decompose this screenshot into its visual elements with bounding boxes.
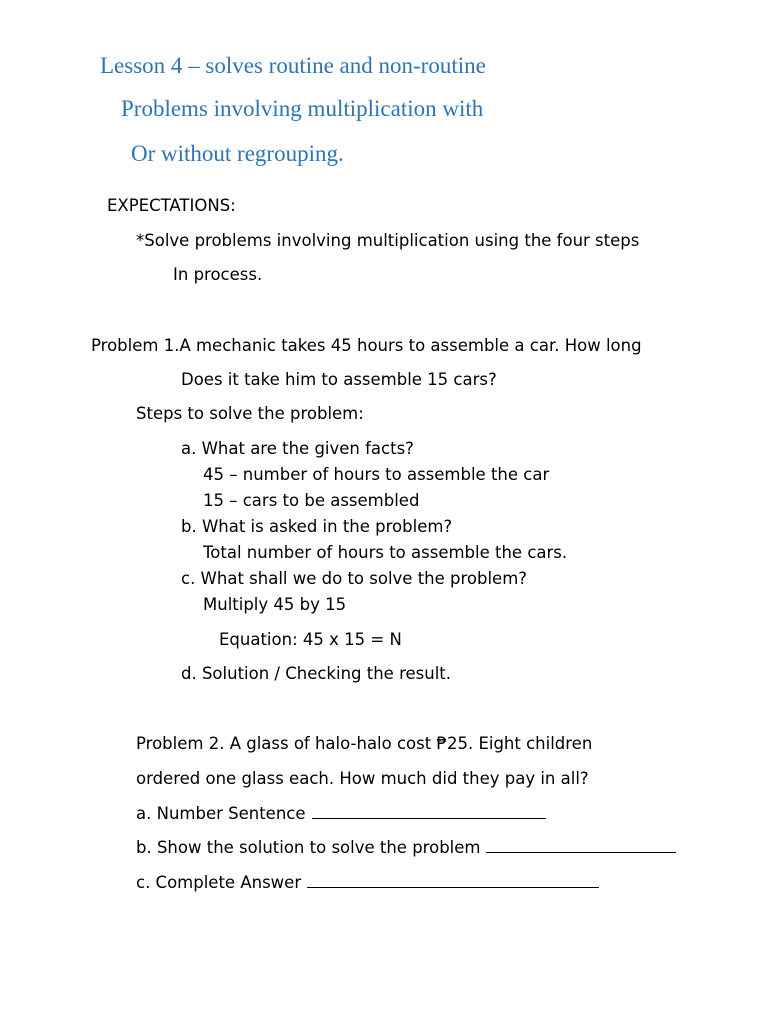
step-d-question: d. Solution / Checking the result. xyxy=(181,664,451,683)
number-sentence-label: a. Number Sentence xyxy=(136,804,306,823)
solution-item xyxy=(136,838,676,857)
problem-1-statement-line-2: Does it take him to assemble 15 cars? xyxy=(181,370,497,389)
steps-heading: Steps to solve the problem: xyxy=(136,404,364,423)
lesson-title-line-2: Problems involving multiplication with xyxy=(121,96,484,121)
step-a-question: a. What are the given facts? xyxy=(181,439,414,458)
step-b-question: b. What is asked in the problem? xyxy=(181,517,453,536)
expectation-item-line-1: *Solve problems involving multiplication using the four steps xyxy=(136,231,640,250)
solution-label: b. Show the solution to solve the problem xyxy=(136,838,481,857)
operation-answer: Multiply 45 by 15 xyxy=(203,595,347,614)
number-sentence-blank xyxy=(312,804,546,819)
number-sentence-item xyxy=(136,804,546,823)
lesson-title-line-3: Or without regrouping. xyxy=(131,141,344,166)
asked-answer: Total number of hours to assemble the cars. xyxy=(203,543,568,562)
problem-2-statement-line-1: Problem 2. A glass of halo-halo cost ₱25. Eight children xyxy=(136,734,593,753)
step-c-question: c. What shall we do to solve the problem? xyxy=(181,569,528,588)
lesson-title-line-1: Lesson 4 – solves routine and non-routine xyxy=(100,53,486,78)
complete-answer-blank xyxy=(307,873,599,888)
given-fact-2: 15 – cars to be assembled xyxy=(203,491,420,510)
solution-blank xyxy=(486,838,676,853)
problem-1-statement-line-1: Problem 1.A mechanic takes 45 hours to assemble a car. How long xyxy=(91,336,642,355)
complete-answer-label: c. Complete Answer xyxy=(136,873,302,892)
given-fact-1: 45 – number of hours to assemble the car xyxy=(203,465,550,484)
complete-answer-item xyxy=(136,873,599,892)
problem-2-statement-line-2: ordered one glass each. How much did they pay in all? xyxy=(136,769,589,788)
expectation-item-line-2: In process. xyxy=(173,265,263,284)
expectations-heading: EXPECTATIONS: xyxy=(107,196,236,215)
equation: Equation: 45 x 15 = N xyxy=(219,630,402,649)
